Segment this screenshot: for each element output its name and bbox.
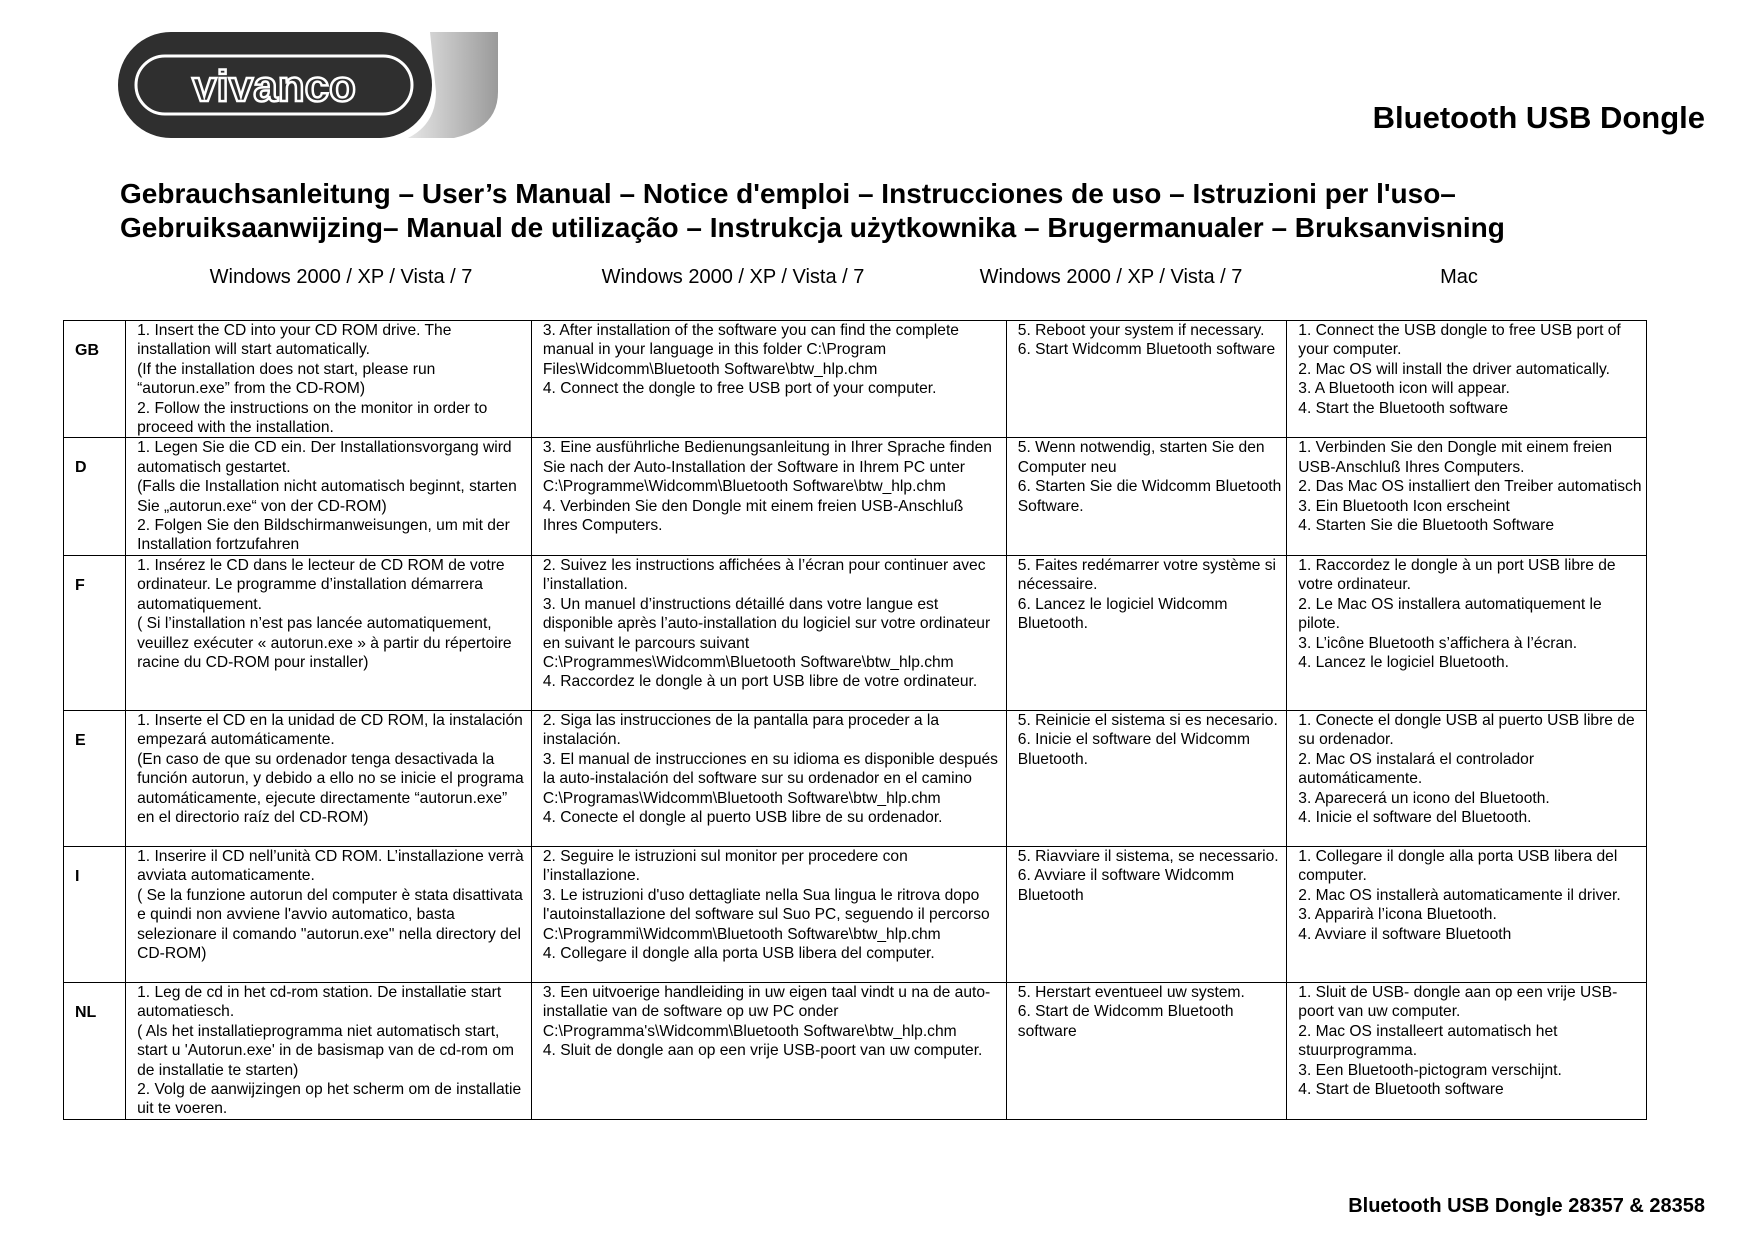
step-cell-mac: 1. Conecte el dongle USB al puerto USB libre de su ordenador. 2. Mac OS instalará el controlador automáticamente. 3. Aparecerá un icono del Bluetooth. 4. Inicie el software del Bluetooth. — [1287, 710, 1647, 846]
language-code: F — [64, 555, 126, 710]
table-row-nl — [64, 982, 1647, 1119]
table-row-d — [64, 438, 1647, 555]
vivanco-logo — [118, 32, 498, 138]
os-header-windows-3: Windows 2000 / XP / Vista / 7 — [979, 266, 1243, 288]
table-row-i — [64, 846, 1647, 982]
step-cell-install: 1. Insert the CD into your CD ROM drive. The installation will start automatically. (If the installation does not start, please run “autorun.exe” from the CD-ROM) 2. Follow the instructions on the monitor in order to proceed with the installation. — [126, 321, 532, 438]
os-header-mac: Mac — [1440, 266, 1478, 288]
step-cell-install: 1. Legen Sie die CD ein. Der Installationsvorgang wird automatisch gestartet. (Falls die Installation nicht automatisch beginnt, starten Sie „autorun.exe“ von der CD-ROM) 2. Folgen Sie den Bildschirmanweisungen, um mit der Installation fortzufahren — [126, 438, 532, 555]
footer-model-numbers: Bluetooth USB Dongle 28357 & 28358 — [1348, 1195, 1705, 1217]
language-code: NL — [64, 982, 126, 1119]
step-cell-mac: 1. Connect the USB dongle to free USB port of your computer. 2. Mac OS will install the driver automatically. 3. A Bluetooth icon will appear. 4. Start the Bluetooth software — [1287, 321, 1647, 438]
step-cell-install: 1. Leg de cd in het cd-rom station. De installatie start automatiesch. ( Als het installatieprogramma niet automatisch start, start u 'Autorun.exe' in de basismap van de cd-rom om de installatie te starten) 2. Volg de aanwijzingen op het scherm om de installatie uit te voeren. — [126, 982, 532, 1119]
step-cell-install: 1. Insérez le CD dans le lecteur de CD ROM de votre ordinateur. Le programme d’installation démarrera automatiquement. ( Si l’installation n’est pas lancée automatiquement, veuillez exécuter « autorun.exe » à partir du répertoire racine du CD-ROM pour installer) — [126, 555, 532, 710]
language-code: GB — [64, 321, 126, 438]
step-cell-install: 1. Inserte el CD en la unidad de CD ROM, la instalación empezará automáticamente. (En caso de que su ordenador tenga desactivada la función autorun, y debido a ello no se inicie el programa automáticamente, ejecute directamente “autorun.exe” en el directorio raíz del CD-ROM) — [126, 710, 532, 846]
language-code: E — [64, 710, 126, 846]
os-header-windows-2: Windows 2000 / XP / Vista / 7 — [601, 266, 865, 288]
document-title: Bluetooth USB Dongle — [1372, 100, 1705, 135]
step-cell-manual: 2. Suivez les instructions affichées à l’écran pour continuer avec l’installation. 3. Un manuel d’instructions détaillé dans votre langue est disponible après l’auto-installation du logiciel sur votre ordinateur en suivant le parcours suivant C:\Programmes\Widcomm\Bluetooth Software\btw_hlp.chm 4. Raccordez le dongle à un port USB libre de votre ordinateur. — [531, 555, 1006, 710]
step-cell-reboot: 5. Faites redémarrer votre système si nécessaire. 6. Lancez le logiciel Widcomm Bluetooth. — [1006, 555, 1287, 710]
step-cell-reboot: 5. Riavviare il sistema, se necessario. 6. Avviare il software Widcomm Bluetooth — [1006, 846, 1287, 982]
step-cell-reboot: 5. Wenn notwendig, starten Sie den Computer neu 6. Starten Sie die Widcomm Bluetooth Software. — [1006, 438, 1287, 555]
subtitle-line-2: Gebruiksaanwijzing– Manual de utilização – Instrukcja użytkownika – Brugermanualer – Bruksanvisning — [120, 212, 1505, 243]
table-row-e — [64, 710, 1647, 846]
step-cell-mac: 1. Collegare il dongle alla porta USB libera del computer. 2. Mac OS installerà automaticamente il driver. 3. Apparirà l’icona Bluetooth. 4. Avviare il software Bluetooth — [1287, 846, 1647, 982]
language-code: D — [64, 438, 126, 555]
step-cell-reboot: 5. Herstart eventueel uw system. 6. Start de Widcomm Bluetooth software — [1006, 982, 1287, 1119]
os-header-windows-1: Windows 2000 / XP / Vista / 7 — [209, 266, 473, 288]
step-cell-manual: 3. Eine ausführliche Bedienungsanleitung in Ihrer Sprache finden Sie nach der Auto-Installation der Software in Ihrem PC unter C:\Programme\Widcomm\Bluetooth Software\btw_hlp.chm 4. Verbinden Sie den Dongle mit einem freien USB-Anschluß Ihres Computers. — [531, 438, 1006, 555]
step-cell-mac: 1. Sluit de USB- dongle aan op een vrije USB-poort van uw computer. 2. Mac OS installeert automatisch het stuurprogramma. 3. Een Bluetooth-pictogram verschijnt. 4. Start de Bluetooth software — [1287, 982, 1647, 1119]
subtitle-line-1: Gebrauchsanleitung – User’s Manual – Notice d'emploi – Instrucciones de uso – Istruzioni per l'uso– — [120, 178, 1456, 209]
step-cell-manual: 2. Siga las instrucciones de la pantalla para proceder a la instalación. 3. El manual de instrucciones en su idioma es disponible después la auto-instalación del software sur su ordenador en el camino C:\Programas\Widcomm\Bluetooth Software\btw_hlp.chm 4. Conecte el dongle al puerto USB libre de su ordenador. — [531, 710, 1006, 846]
os-header-row — [0, 266, 1755, 292]
step-cell-manual: 3. Een uitvoerige handleiding in uw eigen taal vindt u na de auto-installatie van de software op uw PC onder C:\Programma's\Widcomm\Bluetooth Software\btw_hlp.chm 4. Sluit de dongle aan op een vrije USB-poort van uw computer. — [531, 982, 1006, 1119]
step-cell-manual: 3. After installation of the software you can find the complete manual in your language in this folder C:\Program Files\Widcomm\Bluetooth Software\btw_hlp.chm 4. Connect the dongle to free USB port of your computer. — [531, 321, 1006, 438]
step-cell-reboot: 5. Reinicie el sistema si es necesario. 6. Inicie el software del Widcomm Bluetooth. — [1006, 710, 1287, 846]
svg-text:vivanco: vivanco — [192, 62, 356, 111]
table-row-f — [64, 555, 1647, 710]
table-row-gb — [64, 321, 1647, 438]
instructions-table — [63, 320, 1647, 1120]
step-cell-install: 1. Inserire il CD nell’unità CD ROM. L’installazione verrà avviata automaticamente. ( Se la funzione autorun del computer è stata disattivata e quindi non avviene l'avvio automatico, basta selezionare il comando "autorun.exe" nella directory del CD-ROM) — [126, 846, 532, 982]
step-cell-mac: 1. Verbinden Sie den Dongle mit einem freien USB-Anschluß Ihres Computers. 2. Das Mac OS installiert den Treiber automatisch 3. Ein Bluetooth Icon erscheint 4. Starten Sie die Bluetooth Software — [1287, 438, 1647, 555]
manual-languages-heading — [120, 177, 1505, 245]
step-cell-mac: 1. Raccordez le dongle à un port USB libre de votre ordinateur. 2. Le Mac OS installera automatiquement le pilote. 3. L’icône Bluetooth s’affichera à l’écran. 4. Lancez le logiciel Bluetooth. — [1287, 555, 1647, 710]
step-cell-manual: 2. Seguire le istruzioni sul monitor per procedere con l’installazione. 3. Le istruzioni d'uso dettagliate nella Sua lingua le ritrova dopo l'autoinstallazione del software sul Suo PC, seguendo il percorso C:\Programmi\Widcomm\Bluetooth Software\btw_hlp.chm 4. Collegare il dongle alla porta USB libera del computer. — [531, 846, 1006, 982]
vivanco-logo-graphic — [118, 32, 498, 138]
step-cell-reboot: 5. Reboot your system if necessary. 6. Start Widcomm Bluetooth software — [1006, 321, 1287, 438]
language-code: I — [64, 846, 126, 982]
